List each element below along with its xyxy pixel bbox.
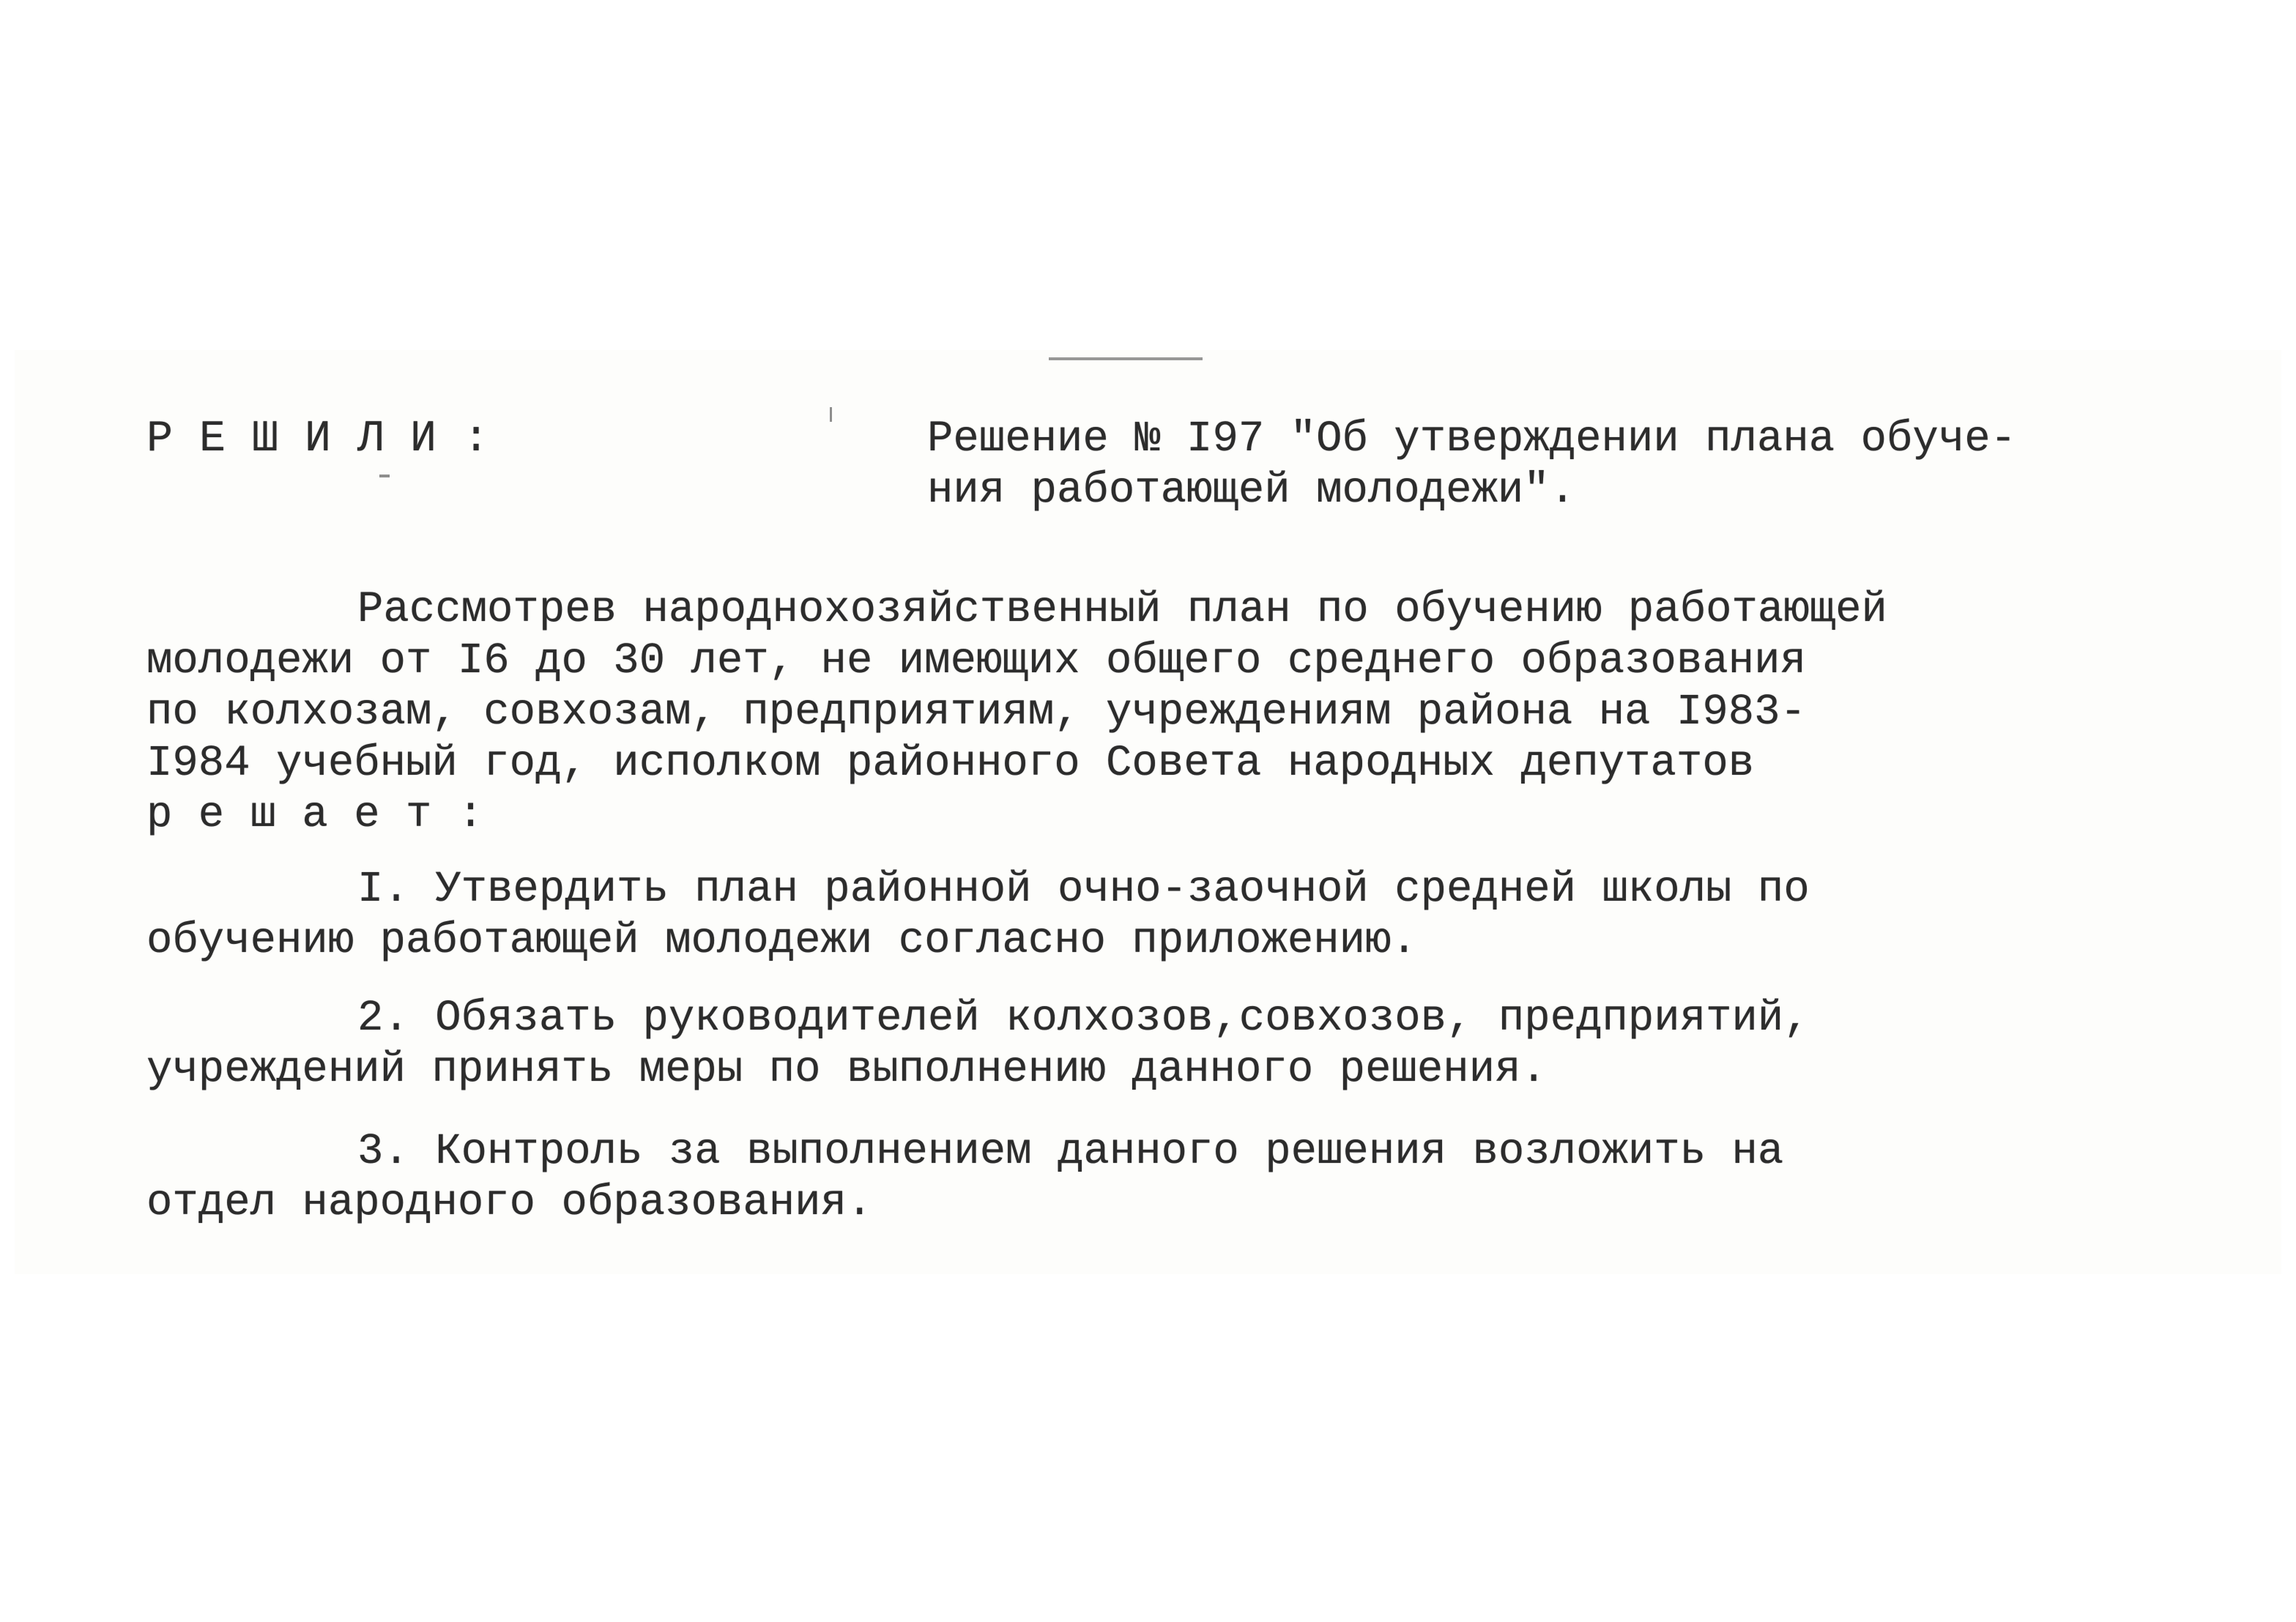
item-3-line-2: отдел народного образования. (146, 1178, 873, 1227)
preamble-line-5-decides: р е ш а е т : (146, 790, 484, 839)
decision-heading: Р Е Ш И Л И : (146, 414, 490, 464)
preamble-line-1: Рассмотрев народнохозяйственный план по обучению работающей (357, 585, 1887, 634)
preamble-line-4: I984 учебный год, исполком районного Совета народных депутатов (146, 739, 1755, 788)
preamble-line-3: по колхозам, совхозам, предприятиям, учреждениям района на I983- (146, 688, 1806, 737)
item-2-line-2: учреждений принять меры по выполнению данного решения. (146, 1045, 1547, 1094)
preamble-line-2: молодежи от I6 до 30 лет, не имеющих общего среднего образования (146, 636, 1806, 685)
item-2-line-1: 2. Обязать руководителей колхозов,совхозов, предприятий, (357, 994, 1810, 1043)
scan-mark (379, 475, 390, 477)
item-1-line-2: обучению работающей молодежи согласно приложению. (146, 916, 1417, 965)
decision-title-line-1: Решение № I97 "Об утверждении плана обуче- (927, 414, 2017, 464)
scan-mark (830, 407, 832, 422)
decision-title-line-2: ния работающей молодежи". (927, 466, 1576, 515)
item-1-line-1: I. Утвердить план районной очно-заочной средней школы по (357, 865, 1810, 914)
item-3-line-1: 3. Контроль за выполнением данного решения возложить на (357, 1127, 1784, 1176)
scan-mark (1049, 357, 1203, 360)
